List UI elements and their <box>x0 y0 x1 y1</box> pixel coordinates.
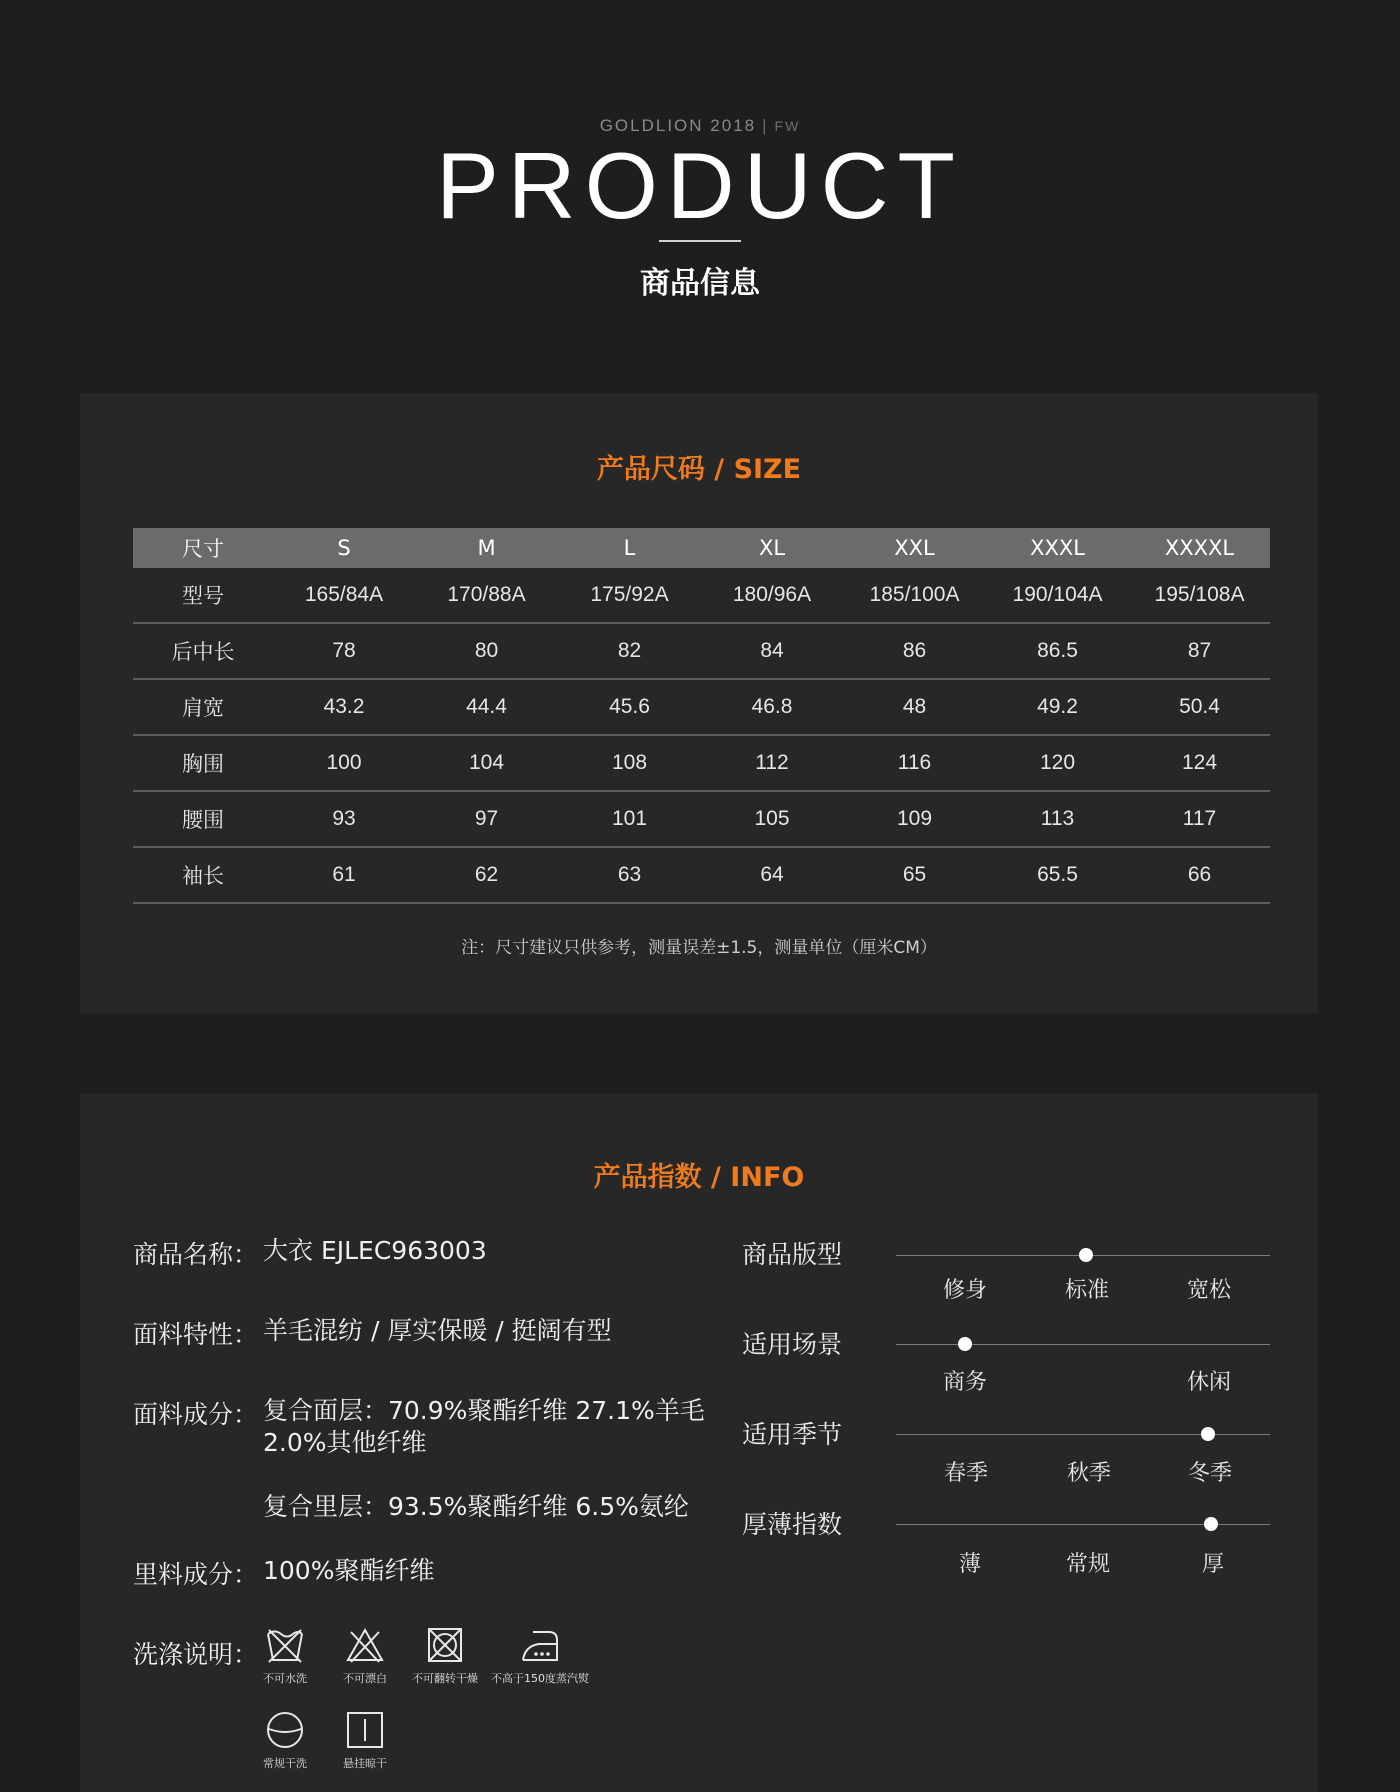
table-cell: 170/88A <box>415 568 558 623</box>
table-cell: 93 <box>273 791 415 847</box>
table-cell: 82 <box>558 623 701 679</box>
table-row <box>133 623 1270 679</box>
table-cell: 63 <box>558 847 701 903</box>
row-label: 袖长 <box>133 847 273 903</box>
table-cell: 116 <box>843 735 986 791</box>
size-panel <box>80 393 1318 1013</box>
thickness-option: 厚 <box>1201 1552 1224 1577</box>
table-cell: 86 <box>843 623 986 679</box>
table-cell: 43.2 <box>273 679 415 735</box>
table-cell: 180/96A <box>701 568 843 623</box>
wash-label: 洗涤说明： <box>133 1640 259 1669</box>
table-cell: 104 <box>415 735 558 791</box>
table-cell: 124 <box>1129 735 1270 791</box>
column-header: XL <box>701 528 843 568</box>
lining-row <box>133 1555 435 1591</box>
table-cell: 113 <box>986 791 1129 847</box>
page-title: PRODUCT <box>436 133 964 238</box>
occasion-scale-label: 适用场景 <box>742 1330 843 1359</box>
table-cell: 185/100A <box>843 568 986 623</box>
column-header: L <box>558 528 701 568</box>
table-cell: 66 <box>1129 847 1270 903</box>
column-header: M <box>415 528 558 568</box>
table-cell: 175/92A <box>558 568 701 623</box>
product-name-value: 大衣 EJLEC963003 <box>263 1236 487 1265</box>
wash-caption: 不可漂白 <box>343 1672 387 1685</box>
info-panel <box>80 1093 1318 1792</box>
size-table-header <box>133 528 1270 568</box>
table-cell: 165/84A <box>273 568 415 623</box>
thickness-option: 常规 <box>1065 1552 1110 1577</box>
table-cell: 65 <box>843 847 986 903</box>
composition-outer-value: 复合面层：70.9%聚酯纤维 27.1%羊毛 2.0%其他纤维 <box>263 1396 705 1457</box>
brand-season: FW <box>774 118 801 134</box>
fit-option: 标准 <box>1064 1278 1109 1303</box>
table-cell: 86.5 <box>986 623 1129 679</box>
iron-steam-150-icon <box>519 1626 561 1664</box>
dry-clean-icon <box>265 1711 305 1749</box>
occasion-scale-track <box>896 1344 1270 1345</box>
table-cell: 87 <box>1129 623 1270 679</box>
fabric-composition-row <box>133 1395 705 1457</box>
product-name-row <box>133 1235 487 1271</box>
fabric-composition-label: 面料成分： <box>133 1400 259 1429</box>
wash-caption: 不可翻转干燥 <box>412 1672 478 1685</box>
table-cell: 84 <box>701 623 843 679</box>
season-scale-label: 适用季节 <box>742 1420 843 1449</box>
table-row <box>133 735 1270 791</box>
table-cell: 112 <box>701 735 843 791</box>
size-table <box>133 528 1270 904</box>
page-header <box>0 0 1400 330</box>
table-cell: 105 <box>701 791 843 847</box>
season-option: 秋季 <box>1066 1461 1111 1486</box>
table-cell: 49.2 <box>986 679 1129 735</box>
title-divider <box>659 240 741 242</box>
no-water-wash-icon <box>265 1626 305 1664</box>
table-cell: 45.6 <box>558 679 701 735</box>
row-label: 肩宽 <box>133 679 273 735</box>
wash-item <box>240 1711 330 1771</box>
wash-caption: 悬挂晾干 <box>343 1757 387 1770</box>
brand-year: 2018 <box>710 116 757 135</box>
table-cell: 101 <box>558 791 701 847</box>
table-cell: 80 <box>415 623 558 679</box>
table-cell: 190/104A <box>986 568 1129 623</box>
column-header: XXL <box>843 528 986 568</box>
lining-label: 里料成分： <box>133 1560 259 1589</box>
thickness-scale-label: 厚薄指数 <box>742 1510 843 1539</box>
occasion-option: 休闲 <box>1186 1370 1231 1395</box>
table-cell: 64 <box>701 847 843 903</box>
table-cell: 100 <box>273 735 415 791</box>
brand-line: GOLDLION 2018 | FW <box>599 116 801 135</box>
wash-item <box>485 1626 595 1686</box>
occasion-option: 商务 <box>942 1370 987 1395</box>
row-label: 型号 <box>133 568 273 623</box>
occasion-scale-marker <box>958 1337 972 1351</box>
season-option: 冬季 <box>1187 1461 1232 1486</box>
table-cell: 117 <box>1129 791 1270 847</box>
fabric-feature-value: 羊毛混纺 / 厚实保暖 / 挺阔有型 <box>263 1316 612 1345</box>
no-bleach-icon <box>345 1626 385 1664</box>
wash-item <box>240 1626 330 1686</box>
table-cell: 120 <box>986 735 1129 791</box>
fabric-feature-label: 面料特性： <box>133 1320 259 1349</box>
table-cell: 62 <box>415 847 558 903</box>
table-row <box>133 679 1270 735</box>
table-cell: 65.5 <box>986 847 1129 903</box>
page-subtitle: 商品信息 <box>640 266 760 301</box>
table-row <box>133 791 1270 847</box>
fit-option: 宽松 <box>1186 1278 1231 1303</box>
table-cell: 78 <box>273 623 415 679</box>
season-option: 春季 <box>943 1461 988 1486</box>
size-section-title: 产品尺码 / SIZE <box>596 454 802 485</box>
brand-name: GOLDLION <box>599 116 704 135</box>
row-label: 腰围 <box>133 791 273 847</box>
column-header: 尺寸 <box>133 528 273 568</box>
fabric-feature-row <box>133 1315 612 1351</box>
table-row <box>133 847 1270 903</box>
hang-dry-icon <box>345 1711 385 1749</box>
table-cell: 108 <box>558 735 701 791</box>
lining-value: 100%聚酯纤维 <box>263 1556 435 1585</box>
size-note: 注：尺寸建议只供参考，测量误差±1.5，测量单位（厘米CM） <box>461 938 937 958</box>
column-header: XXXXL <box>1129 528 1270 568</box>
table-cell: 48 <box>843 679 986 735</box>
row-label: 后中长 <box>133 623 273 679</box>
composition-inner-value: 复合里层：93.5%聚酯纤维 6.5%氨纶 <box>263 1492 689 1521</box>
column-header: XXXL <box>986 528 1129 568</box>
wash-caption: 不高于150度蒸汽熨 <box>491 1672 589 1685</box>
no-tumble-dry-icon <box>425 1626 465 1664</box>
thickness-scale-marker <box>1204 1517 1218 1531</box>
table-row <box>133 568 1270 623</box>
wash-caption: 常规干洗 <box>263 1757 307 1770</box>
season-scale-marker <box>1201 1427 1215 1441</box>
wash-item <box>320 1711 410 1771</box>
fit-scale-marker <box>1079 1248 1093 1262</box>
thickness-option: 薄 <box>958 1552 981 1577</box>
table-cell: 195/108A <box>1129 568 1270 623</box>
fit-scale-label: 商品版型 <box>742 1240 843 1269</box>
table-cell: 46.8 <box>701 679 843 735</box>
table-cell: 97 <box>415 791 558 847</box>
table-cell: 109 <box>843 791 986 847</box>
table-cell: 50.4 <box>1129 679 1270 735</box>
table-cell: 61 <box>273 847 415 903</box>
row-label: 胸围 <box>133 735 273 791</box>
wash-caption: 不可水洗 <box>263 1672 307 1685</box>
wash-item <box>320 1626 410 1686</box>
wash-item <box>400 1626 490 1686</box>
info-section-title: 产品指数 / INFO <box>593 1162 805 1193</box>
table-cell: 44.4 <box>415 679 558 735</box>
fit-option: 修身 <box>942 1278 987 1303</box>
product-name-label: 商品名称： <box>133 1240 259 1269</box>
column-header: S <box>273 528 415 568</box>
